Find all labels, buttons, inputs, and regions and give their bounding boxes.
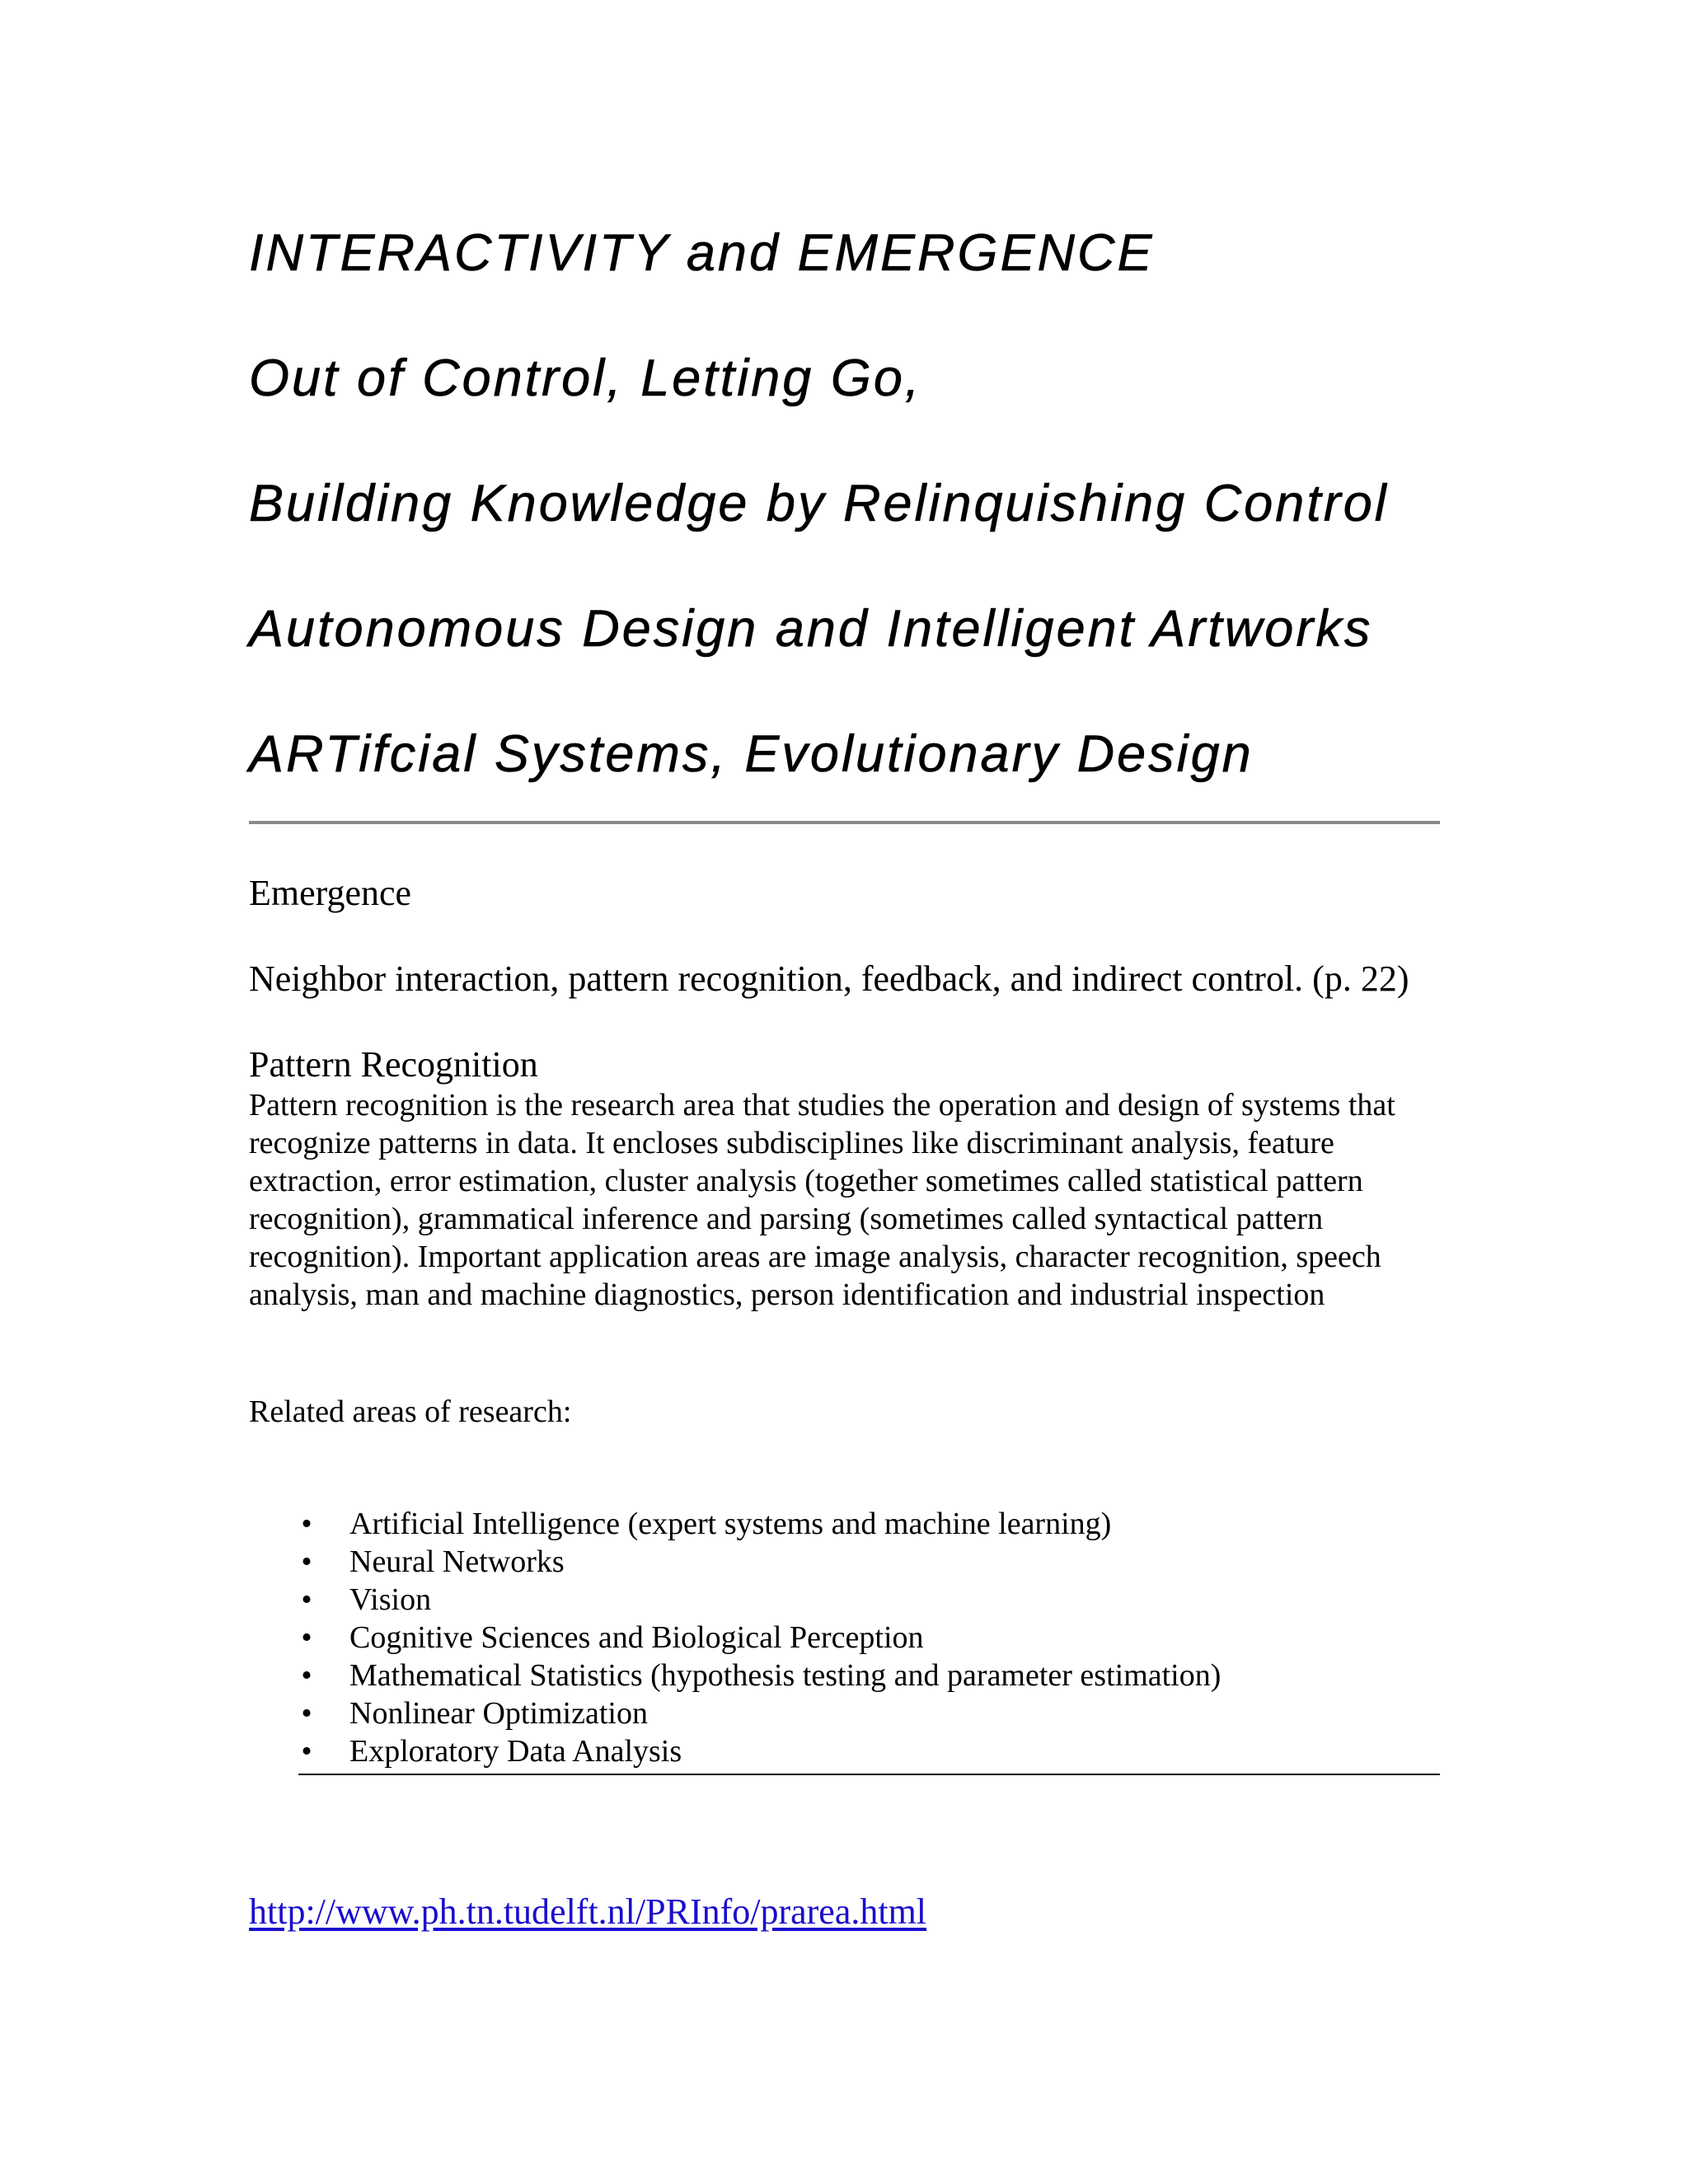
list-item bbox=[298, 1581, 1440, 1619]
list-item-label: Exploratory Data Analysis bbox=[349, 1734, 682, 1769]
title-divider bbox=[249, 821, 1440, 824]
heading-building-knowledge: Building Knowledge by Relinquishing Control bbox=[249, 475, 1389, 532]
bullet-icon: • bbox=[301, 1544, 312, 1579]
list-item-label: Nonlinear Optimization bbox=[349, 1696, 648, 1731]
bullet-icon: • bbox=[301, 1734, 312, 1769]
list-item-label: Vision bbox=[349, 1582, 432, 1617]
pattern-recognition-paragraph: Pattern recognition is the research area that studies the operation and design of systems that recognize patterns in data. It encloses subdisciplines like discriminant analysis, feature extraction, error estimation, cluster analysis (together sometimes called statistical pattern recognition), grammatical inference and parsing (sometimes called syntactical pattern recognition). Important application areas are image analysis, character recognition, speech analysis, man and machine diagnostics, person identification and industrial inspection bbox=[249, 1088, 1395, 1312]
bullet-icon: • bbox=[301, 1507, 312, 1541]
heading-artificial-systems: ARTifcial Systems, Evolutionary Design bbox=[249, 725, 1254, 783]
list-item bbox=[298, 1543, 1440, 1581]
list-item bbox=[298, 1505, 1440, 1543]
list-divider bbox=[298, 1774, 1440, 1775]
list-item-label: Neural Networks bbox=[349, 1544, 565, 1579]
list-item bbox=[298, 1694, 1440, 1732]
related-areas-list bbox=[298, 1505, 1440, 1770]
list-item bbox=[298, 1619, 1440, 1657]
related-areas-label: Related areas of research: bbox=[249, 1394, 572, 1429]
list-item bbox=[298, 1657, 1440, 1694]
bullet-icon: • bbox=[301, 1620, 312, 1655]
emergence-summary: Neighbor interaction, pattern recognition, feedback, and indirect control. (p. 22) bbox=[249, 958, 1409, 999]
pattern-recognition-heading: Pattern Recognition bbox=[249, 1044, 538, 1085]
list-item-label: Mathematical Statistics (hypothesis testing and parameter estimation) bbox=[349, 1658, 1221, 1693]
heading-autonomous-design: Autonomous Design and Intelligent Artworks bbox=[249, 600, 1373, 658]
list-item-label: Cognitive Sciences and Biological Perception bbox=[349, 1620, 924, 1655]
list-item-label: Artificial Intelligence (expert systems and machine learning) bbox=[349, 1507, 1112, 1541]
heading-out-of-control: Out of Control, Letting Go, bbox=[249, 349, 922, 407]
bullet-icon: • bbox=[301, 1582, 312, 1617]
list-item bbox=[298, 1732, 1440, 1770]
source-link[interactable]: http://www.ph.tn.tudelft.nl/PRInfo/prarea.html bbox=[249, 1891, 927, 1932]
bullet-icon: • bbox=[301, 1658, 312, 1693]
heading-interactivity-emergence: INTERACTIVITY and EMERGENCE bbox=[249, 224, 1155, 282]
bullet-icon: • bbox=[301, 1696, 312, 1731]
emergence-label: Emergence bbox=[249, 873, 412, 913]
